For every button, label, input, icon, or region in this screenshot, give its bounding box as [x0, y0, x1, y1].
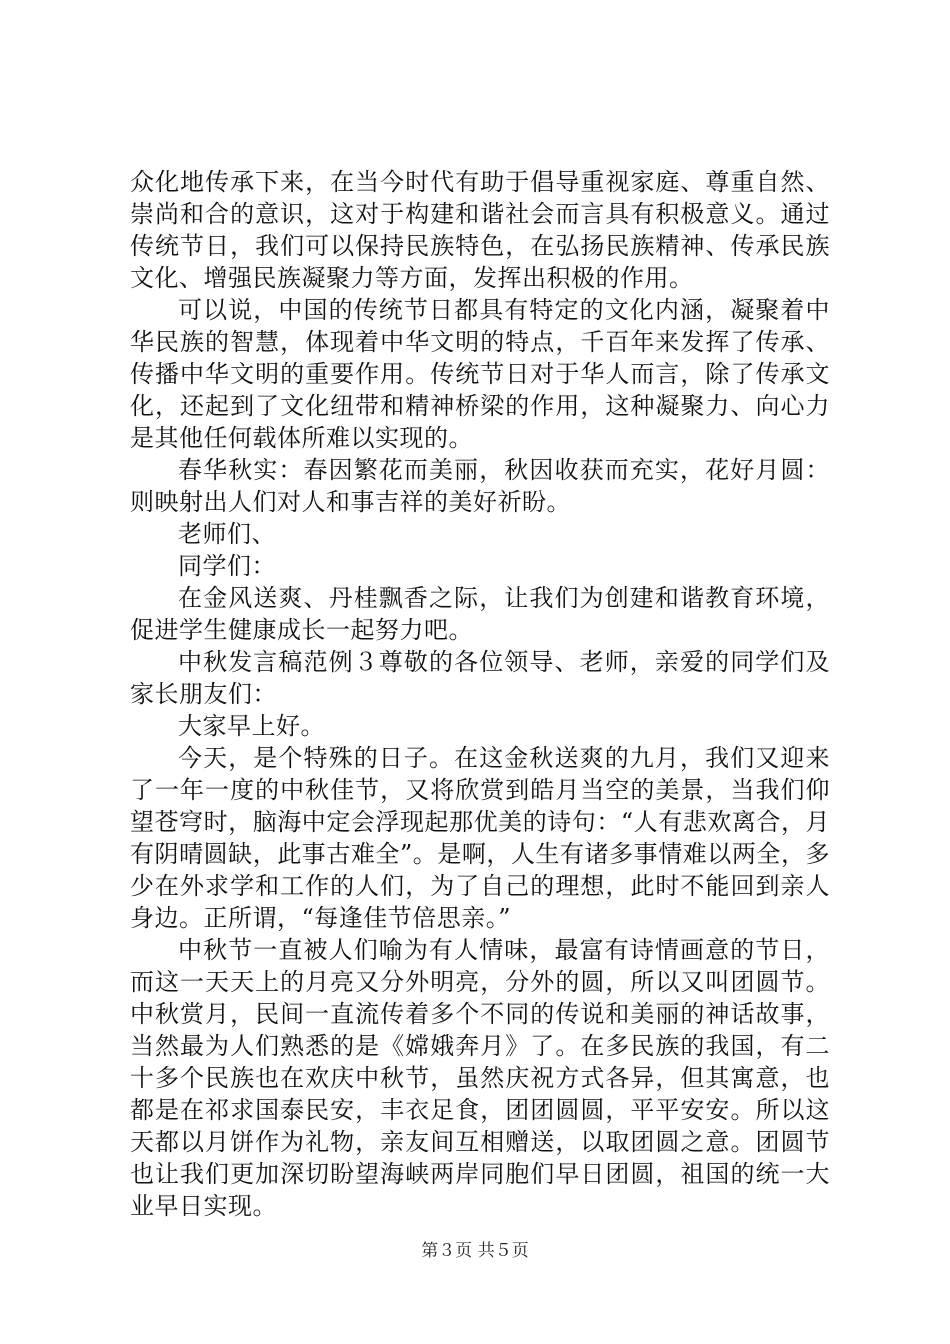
page-number-footer: 第３页 共５页 — [421, 1241, 529, 1261]
paragraph-greeting: 大家早上好。 — [178, 712, 325, 740]
document-body — [130, 166, 830, 1222]
paragraph-harmony-call: 在金风送爽、丹桂飘香之际，让我们为创建和谐教育环境，促进学生健康成长一起努力吧。 — [130, 584, 830, 644]
paragraph-today: 今天，是个特殊的日子。在这金秋送爽的九月，我们又迎来了一年一度的中秋佳节，又将欣赏到皓月当空的美景，当我们仰望苍穹时，脑海中定会浮现起那优美的诗句：“人有悲欢离合，月有阴晴圆缺，此事古难全”。是啊，人生有诸多事情难以两全，多少在外求学和工作的人们，为了自己的理想，此时不能回到亲人身边。正所谓，“每逢佳节倍思亲。” — [130, 744, 830, 932]
paragraph-teachers: 老师们、 — [178, 520, 276, 548]
paragraph-speech-example-heading: 中秋发言稿范例３尊敬的各位领导、老师，亲爱的同学们及家长朋友们： — [130, 648, 830, 708]
paragraph-cultural-meaning: 可以说，中国的传统节日都具有特定的文化内涵，凝聚着中华民族的智慧，体现着中华文明的特点，千百年来发挥了传承、传播中华文明的重要作用。传统节日对于华人而言，除了传承文化，还起到了文化纽带和精神桥梁的作用，这种凝聚力、向心力是其他任何载体所难以实现的。 — [130, 296, 830, 452]
paragraph-students: 同学们： — [178, 552, 276, 580]
paragraph-spring-autumn: 春华秋实：春因繁花而美丽，秋因收获而充实，花好月圆：则映射出人们对人和事吉祥的美好祈盼。 — [130, 456, 830, 516]
paragraph-mid-autumn: 中秋节一直被人们喻为有人情味，最富有诗情画意的节日，而这一天天上的月亮又分外明亮，分外的圆，所以又叫团圆节。中秋赏月，民间一直流传着多个不同的传说和美丽的神话故事，当然最为人们熟悉的是《嫦娥奔月》了。在多民族的我国，有二十多个民族也在欢庆中秋节，虽然庆祝方式各异，但其寓意，也都是在祁求国泰民安，丰衣足食，团团圆圆，平平安安。所以这天都以月饼作为礼物，亲友间互相赠送，以取团圆之意。团圆节也让我们更加深切盼望海峡两岸同胞们早日团圆，祖国的统一大业早日实现。 — [130, 936, 830, 1220]
paragraph-continuation: 众化地传承下来，在当今时代有助于倡导重视家庭、尊重自然、崇尚和合的意识，这对于构建和谐社会而言具有积极意义。通过传统节日，我们可以保持民族特色，在弘扬民族精神、传承民族文化、增强民族凝聚力等方面，发挥出积极的作用。 — [130, 168, 830, 292]
